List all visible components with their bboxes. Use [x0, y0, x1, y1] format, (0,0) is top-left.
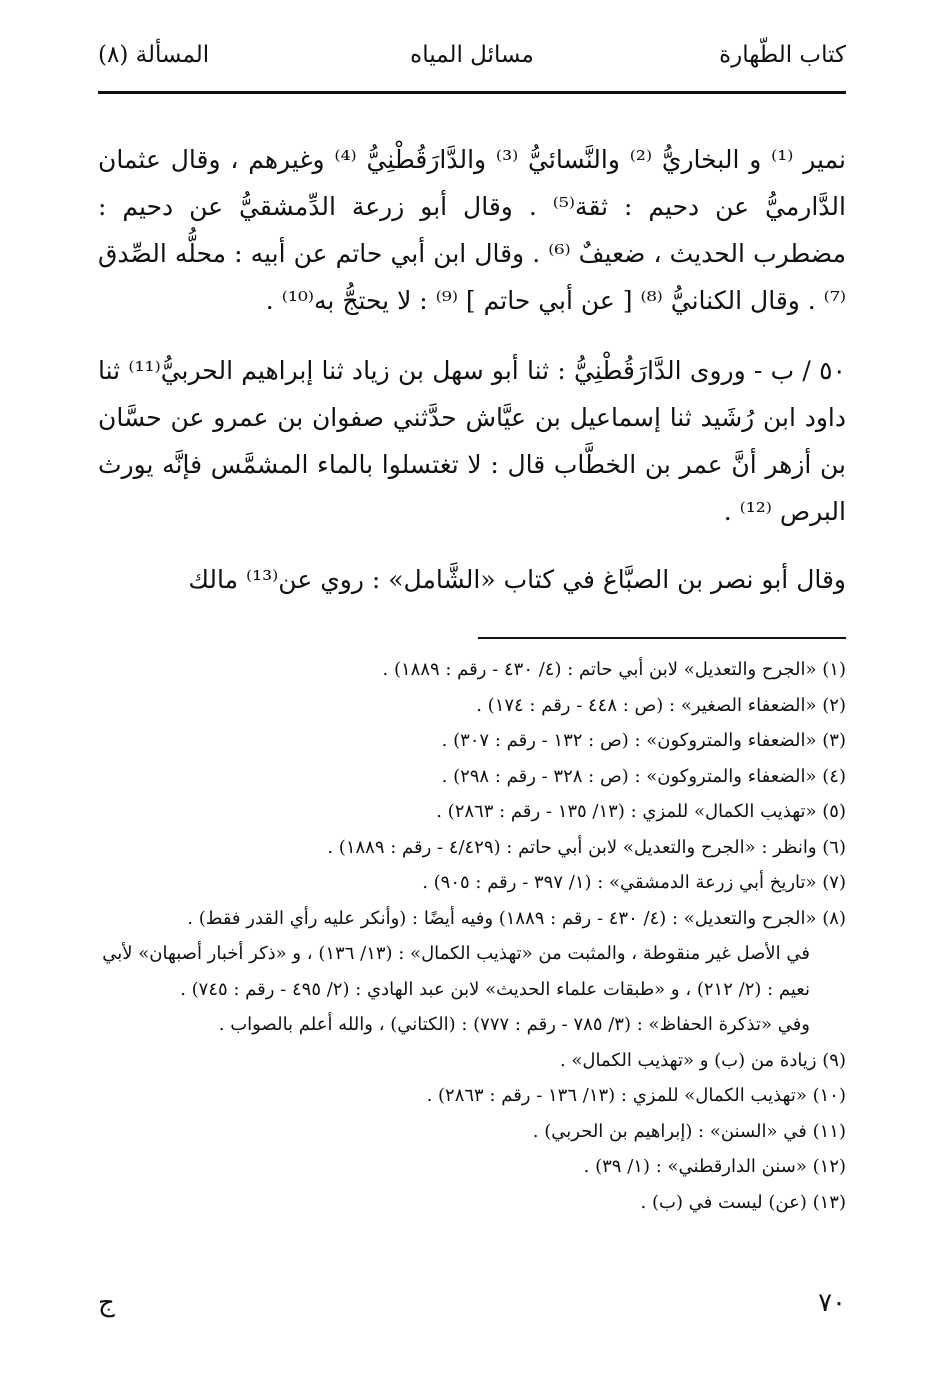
footnote-3: (٣) «الضعفاء والمتروكون» : (ص : ١٣٢ - رقم : ٣٠٧) . [441, 730, 846, 751]
footnotes [98, 652, 846, 1220]
paragraph-text: نمير ⁽¹⁾ و البخاريُّ ⁽²⁾ والنَّسائيُّ ⁽³⁾ والدَّارَقُطْنِيُّ ⁽⁴⁾ وغيرهم ، وقال عثمان الدَّارميُّ عن دحيم : ثقة⁽⁵⁾ . وقال أبو زرعة الدِّمشقيُّ عن دحيم : مضطرب الحديث ، ضعيفٌ ⁽⁶⁾ . وقال ابن أبي حاتم عن أبيه : محلُّه الصِّدق ⁽⁷⁾ . وقال الكنانيُّ ⁽⁸⁾ [ عن أبي حاتم ] ⁽⁹⁾ : لا يحتجُّ به⁽¹⁰⁾ . [98, 145, 846, 315]
footnote-separator [478, 637, 846, 639]
footnote-4: (٤) «الضعفاء والمتروكون» : (ص : ٣٢٨ - رقم : ٢٩٨) . [441, 765, 846, 787]
footnote-10: (١٠) «تهذيب الكمال» للمزي : (١٣/ ١٣٦ - رقم : ٢٨٦٣) . [426, 1085, 846, 1106]
footnote-1: (١) «الجرح والتعديل» لابن أبي حاتم : (٤/ ٤٣٠ - رقم : ١٨٨٩) . [382, 659, 846, 680]
footnote-7: (٧) «تاريخ أبي زرعة الدمشقي» : (١/ ٣٩٧ - رقم : ٩٠٥) . [422, 872, 846, 893]
footnote-2: (٢) «الضعفاء الصغير» : (ص : ٤٤٨ - رقم : ١٧٤) . [476, 694, 846, 716]
footnote-13: (١٣) (عن) ليست في (ب) . [640, 1191, 846, 1213]
paragraph-text: وقال أبو نصر بن الصبَّاغ في كتاب «الشَّامل» : روي عن⁽¹³⁾ مالك [188, 565, 846, 594]
page-footer [98, 1288, 846, 1328]
body-paragraph-2 [98, 347, 846, 535]
page-number: ٧٠ [818, 1288, 846, 1318]
footnote-8-note: وفي «تذكرة الحفاظ» : (٣/ ٧٨٥ - رقم : ٧٧٧) : (الكتاني) ، والله أعلم بالصواب . [218, 1014, 810, 1035]
header-rule [98, 91, 846, 94]
chapter-title: مسائل المياه [410, 42, 534, 68]
footnote-8: (٨) «الجرح والتعديل» : (٤/ ٤٣٠ - رقم : ١٨٨٩) وفيه أيضًا : (وأنكر عليه رأي القدر فقط) . [187, 907, 846, 929]
running-header [98, 42, 846, 82]
footnote-6: (٦) وانظر : «الجرح والتعديل» لابن أبي حاتم : (٤/٤٢٩ - رقم : ١٨٨٩) . [327, 836, 846, 858]
body-paragraph-3 [98, 556, 846, 603]
body-paragraph-1 [98, 136, 846, 324]
issue-label: المسألة (٨) [98, 42, 210, 68]
book-title: كتاب الطّهارة [719, 42, 846, 68]
footnote-8-continuation: في الأصل غير منقوطة ، والمثبت من «تهذيب الكمال» : (١٣/ ١٣٦) ، و «ذكر أخبار أصبهان» لأبي نعيم : (٢/ ٢١٢) ، و «طبقات علماء الحديث» لابن عبد الهادي : (٢/ ٤٩٥ - رقم : ٧٤٥) . [102, 943, 810, 1000]
footnote-5: (٥) «تهذيب الكمال» للمزي : (١٣/ ١٣٥ - رقم : ٢٨٦٣) . [436, 801, 846, 822]
paragraph-text: ٥٠ / ب - وروى الدَّارَقُطْنِيُّ : ثنا أبو سهل بن زياد ثنا إبراهيم الحربيُّ⁽¹¹⁾ ثنا داود ابن رُشَيد ثنا إسماعيل بن عيَّاش حدَّثني صفوان بن عمرو عن حسَّان بن أزهر أنَّ عمر بن الخطَّاب قال : لا تغتسلوا بالماء المشمَّس فإنَّه يورث البرص ⁽¹²⁾ . [98, 356, 846, 526]
footnote-9: (٩) زيادة من (ب) و «تهذيب الكمال» . [559, 1049, 846, 1071]
signature-mark: ج [98, 1288, 115, 1318]
footnote-12: (١٢) «سنن الدارقطني» : (١/ ٣٩) . [583, 1156, 846, 1177]
footnote-11: (١١) في «السنن» : (إبراهيم بن الحربي) . [532, 1120, 846, 1142]
